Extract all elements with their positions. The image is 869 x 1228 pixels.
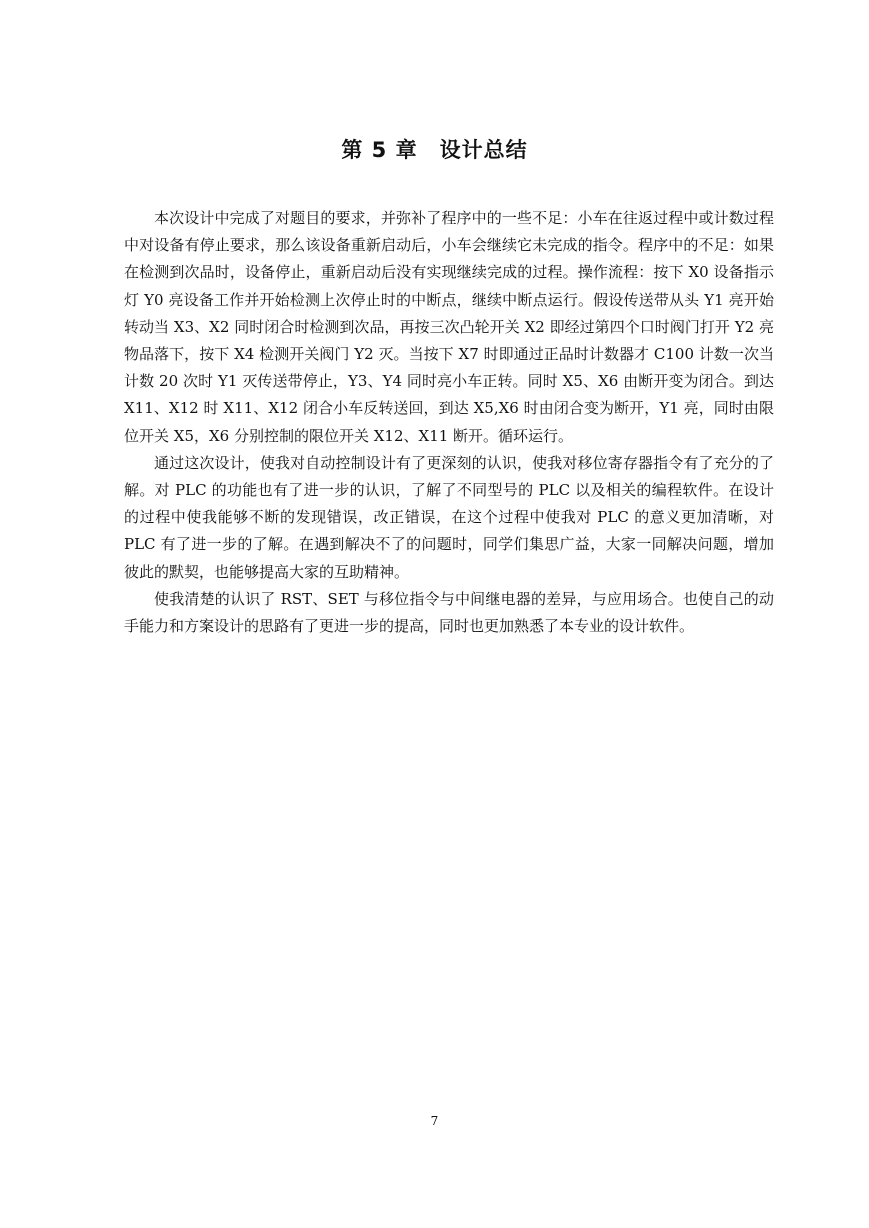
paragraph-conclusion: 使我清楚的认识了 RST、SET 与移位指令与中间继电器的差异，与应用场合。也使自己的动手能力和方案设计的思路有了更进一步的提高，同时也更加熟悉了本专业的设计软件。 — [124, 589, 774, 636]
page-number: 7 — [430, 1114, 439, 1128]
body-text — [124, 205, 774, 640]
paragraph-learning-outcomes: 通过这次设计，使我对自动控制设计有了更深刻的认识，使我对移位寄存器指令有了充分的了解。对 PLC 的功能也有了进一步的认识，了解了不同型号的 PLC 以及相关的编程软件。在设计的过程中使我能够不断的发现错误，改正错误，在这个过程中使我对 PLC 的意义更加清晰，对 PLC 有了进一步的了解。在遇到解决不了的问题时，同学们集思广益，大家一同解决问题，增加彼此的默契，也能够提高大家的互助精神。 — [124, 453, 774, 581]
chapter-title: 第 5 章 设计总结 — [341, 138, 528, 162]
paragraph-design-summary: 本次设计中完成了对题目的要求，并弥补了程序中的一些不足：小车在往返过程中或计数过程中对设备有停止要求，那么该设备重新启动后，小车会继续它未完成的指令。程序中的不足：如果在检测到次品时，设备停止，重新启动后没有实现继续完成的过程。操作流程：按下 X0 设备指示灯 Y0 亮设备工作并开始检测上次停止时的中断点，继续中断点运行。假设传送带从头 Y1 亮开始转动当 X3、X2 同时闭合时检测到次品，再按三次凸轮开关 X2 即经过第四个口时阀门打开 Y2 亮物品落下，按下 X4 检测开关阀门 Y2 灭。当按下 X7 时即通过正品时计数器才 C100 计数一次当计数 20 次时 Y1 灭传送带停止，Y3、Y4 同时亮小车正转。同时 X5、X6 由断开变为闭合。到达 X11、X12 时 X11、X12 闭合小车反转送回，到达 X5,X6 时由闭合变为断开，Y1 亮，同时由限位开关 X5，X6 分别控制的限位开关 X12、X11 断开。循环运行。 — [124, 209, 774, 445]
